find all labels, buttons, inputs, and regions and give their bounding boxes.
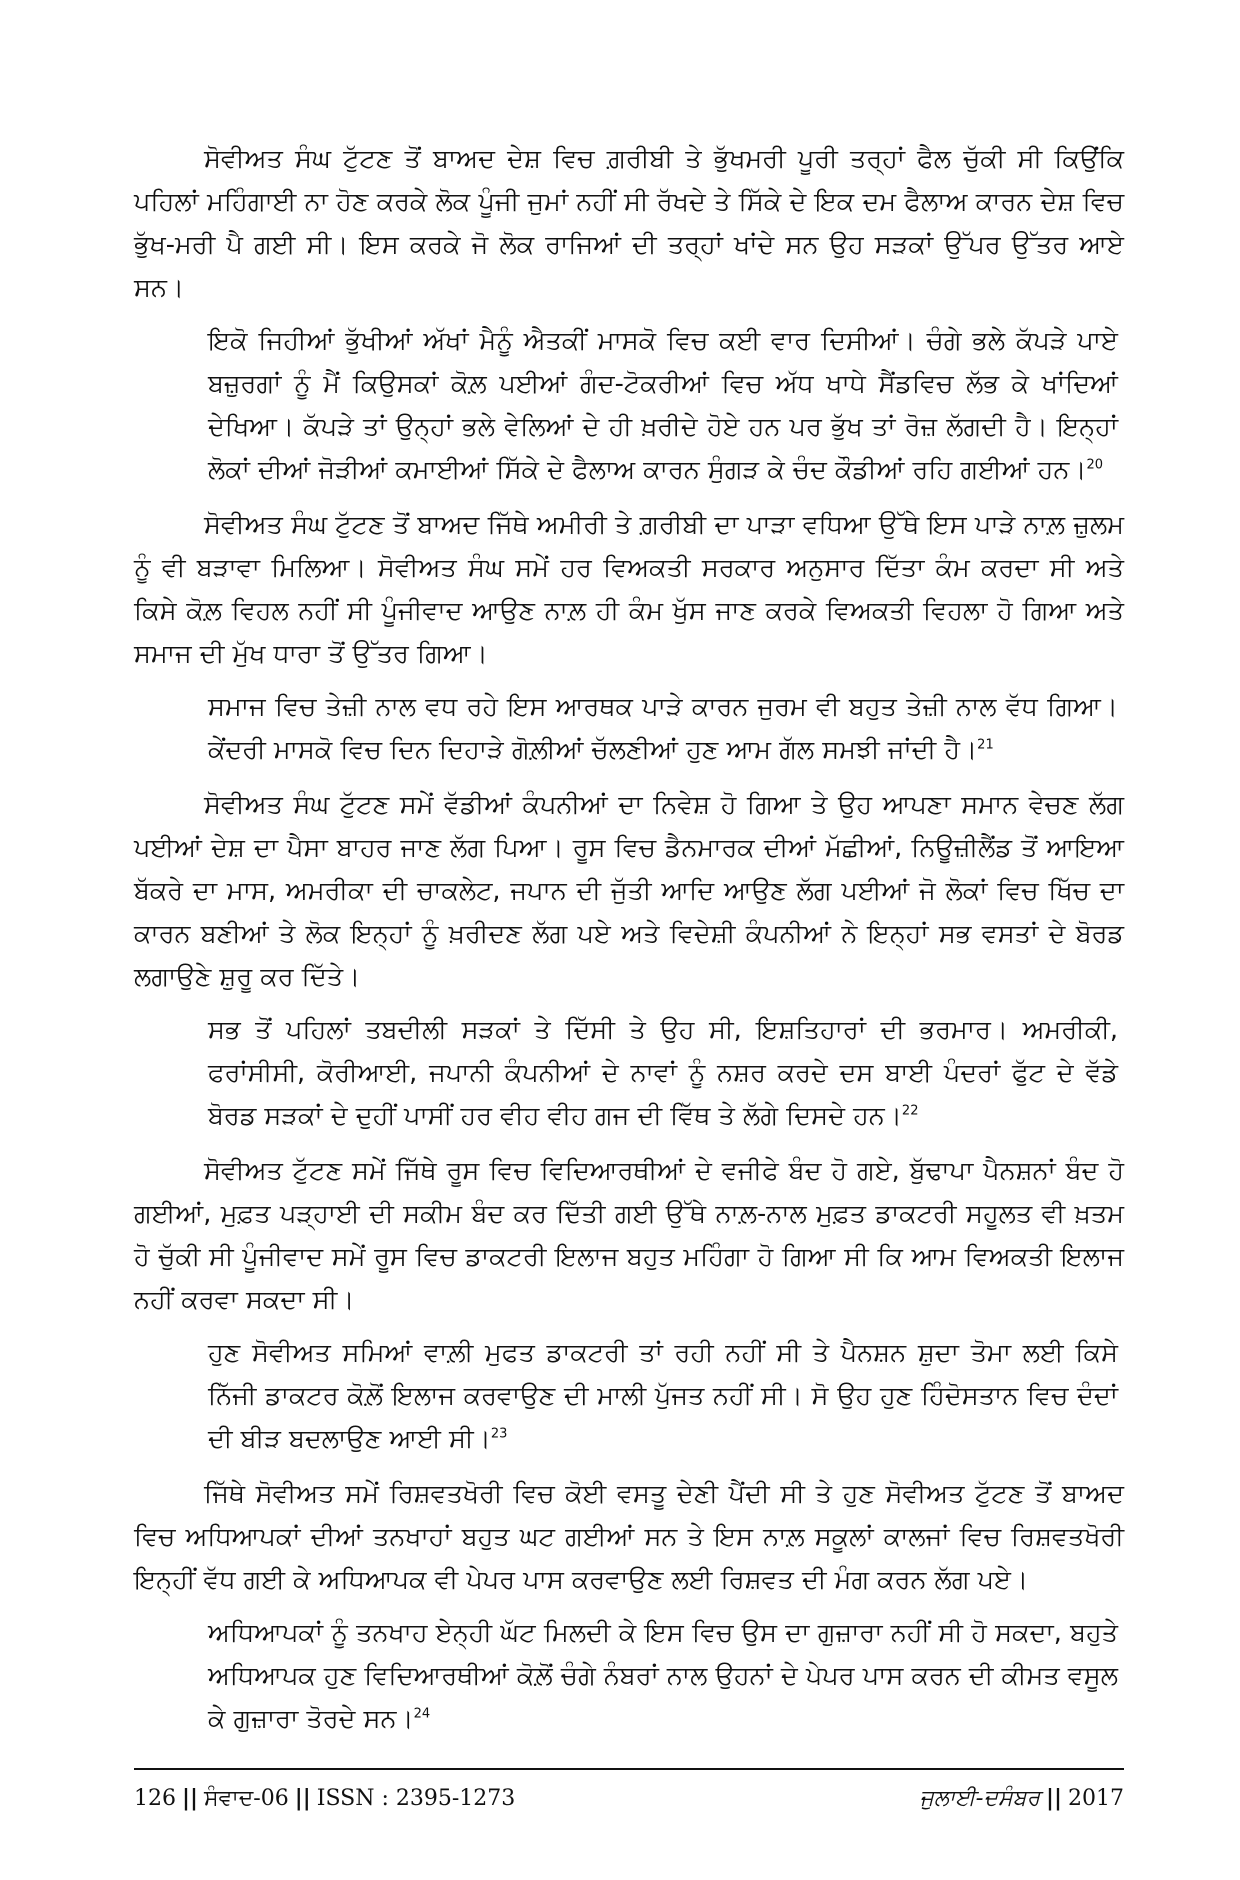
block-quote-3 [208,1009,1124,1138]
block-quote-5-text: ਅਧਿਆਪਕਾਂ ਨੂੰ ਤਨਖਾਹ ਏਨ੍ਹੀ ਘੱਟ ਮਿਲਦੀ ਕੇ ਇਸ ਵਿਚ ਉਸ ਦਾ ਗੁਜ਼ਾਰਾ ਨਹੀਂ ਸੀ ਹੋ ਸਕਦਾ, ਬਹੁਤੇ ਅਧਿਆਪਕ ਹੁਣ ਵਿਦਿਆਰਥੀਆਂ ਕੋਲ਼ੋਂ ਚੰਗੇ ਨੰਬਰਾਂ ਨਾਲ ਉਹਨਾਂ ਦੇ ਪੇਪਰ ਪਾਸ ਕਰਨ ਦੀ ਕੀਮਤ ਵਸੂਲ ਕੇ ਗੁਜ਼ਾਰਾ ਤੋਰਦੇ ਸਨ। [208,1618,1118,1734]
footer-separator: || [294,1785,311,1811]
block-quote-4-text: ਹੁਣ ਸੋਵੀਅਤ ਸਮਿਆਂ ਵਾਲ਼ੀ ਮੁਫਤ ਡਾਕਟਰੀ ਤਾਂ ਰਹੀ ਨਹੀਂ ਸੀ ਤੇ ਪੈਨਸ਼ਨ ਸ਼ੁਦਾ ਤੋਮਾ ਲਈ ਕਿਸੇ ਨਿੱਜੀ ਡਾਕਟਰ ਕੋਲ਼ੋਂ ਇਲਾਜ ਕਰਵਾਉਣ ਦੀ ਮਾਲੀ ਪੁੱਜਤ ਨਹੀਂ ਸੀ। ਸੋ ਉਹ ਹੁਣ ਹਿੰਦੋਸਤਾਨ ਵਿਚ ਦੰਦਾਂ ਦੀ ਬੀੜ ਬਦਲਾਉਣ ਆਈ ਸੀ। [208,1338,1118,1454]
page-number: 126 [134,1786,176,1811]
footnote-ref-22: 22 [901,1103,919,1119]
footnote-ref-23: 23 [490,1426,508,1442]
page-footer [134,1778,1124,1818]
issue-period: ਜੁਲਾਈ-ਦਸੰਬਰ [919,1786,1040,1811]
footnote-ref-24: 24 [413,1706,431,1722]
paragraph-1: ਸੋਵੀਅਤ ਸੰਘ ਟੁੱਟਣ ਤੋਂ ਬਾਅਦ ਦੇਸ਼ ਵਿਚ ਗ਼ਰੀਬੀ ਤੇ ਭੁੱਖਮਰੀ ਪੂਰੀ ਤਰ੍ਹਾਂ ਫੈਲ ਚੁੱਕੀ ਸੀ ਕਿਉਂਕਿ ਪਹਿਲਾਂ ਮਹਿੰਗਾਈ ਨਾ ਹੋਣ ਕਰਕੇ ਲੋਕ ਪੂੰਜੀ ਜੁਮਾਂ ਨਹੀਂ ਸੀ ਰੱਖਦੇ ਤੇ ਸਿੱਕੇ ਦੇ ਇਕ ਦਮ ਫੈਲਾਅ ਕਾਰਨ ਦੇਸ਼ ਵਿਚ ਭੁੱਖ-ਮਰੀ ਪੈ ਗਈ ਸੀ। ਇਸ ਕਰਕੇ ਜੋ ਲੋਕ ਰਾਜਿਆਂ ਦੀ ਤਰ੍ਹਾਂ ਖਾਂਦੇ ਸਨ ਉਹ ਸੜਕਾਂ ਉੱਪਰ ਉੱਤਰ ਆਏ ਸਨ। [134,144,1124,303]
article-body [134,138,1124,1753]
block-quote-4 [208,1332,1124,1461]
footnote-ref-20: 20 [1086,457,1104,473]
block-quote-1 [208,320,1124,492]
footer-separator: || [1045,1785,1062,1811]
block-quote-2 [208,686,1124,772]
paragraph-4: ਸੋਵੀਅਤ ਟੁੱਟਣ ਸਮੇਂ ਜਿੱਥੇ ਰੂਸ ਵਿਚ ਵਿਦਿਆਰਥੀਆਂ ਦੇ ਵਜੀਫੇ ਬੰਦ ਹੋ ਗਏ, ਬੁੱਢਾਪਾ ਪੈਨਸ਼ਨਾਂ ਬੰਦ ਹੋ ਗਈਆਂ, ਮੁਫ਼ਤ ਪੜ੍ਹਾਈ ਦੀ ਸਕੀਮ ਬੰਦ ਕਰ ਦਿੱਤੀ ਗਈ ਉੱਥੇ ਨਾਲ਼-ਨਾਲ ਮੁਫ਼ਤ ਡਾਕਟਰੀ ਸਹੂਲਤ ਵੀ ਖ਼ਤਮ ਹੋ ਚੁੱਕੀ ਸੀ ਪੂੰਜੀਵਾਦ ਸਮੇਂ ਰੂਸ ਵਿਚ ਡਾਕਟਰੀ ਇਲਾਜ ਬਹੁਤ ਮਹਿੰਗਾ ਹੋ ਗਿਆ ਸੀ ਕਿ ਆਮ ਵਿਅਕਤੀ ਇਲਾਜ ਨਹੀਂ ਕਰਵਾ ਸਕਦਾ ਸੀ। [134,1156,1124,1315]
paragraph-2: ਸੋਵੀਅਤ ਸੰਘ ਟੁੱਟਣ ਤੋਂ ਬਾਅਦ ਜਿੱਥੇ ਅਮੀਰੀ ਤੇ ਗ਼ਰੀਬੀ ਦਾ ਪਾੜਾ ਵਧਿਆ ਉੱਥੇ ਇਸ ਪਾੜੇ ਨਾਲ਼ ਜ਼ੁਲਮ ਨੂੰ ਵੀ ਬੜਾਵਾ ਮਿਲਿਆ। ਸੋਵੀਅਤ ਸੰਘ ਸਮੇਂ ਹਰ ਵਿਅਕਤੀ ਸਰਕਾਰ ਅਨੁਸਾਰ ਦਿੱਤਾ ਕੰਮ ਕਰਦਾ ਸੀ ਅਤੇ ਕਿਸੇ ਕੋਲ਼ ਵਿਹਲ ਨਹੀਂ ਸੀ ਪੂੰਜੀਵਾਦ ਆਉਣ ਨਾਲ਼ ਹੀ ਕੰਮ ਖੁੱਸ ਜਾਣ ਕਰਕੇ ਵਿਅਕਤੀ ਵਿਹਲਾ ਹੋ ਗਿਆ ਅਤੇ ਸਮਾਜ ਦੀ ਮੁੱਖ ਧਾਰਾ ਤੋਂ ਉੱਤਰ ਗਿਆ। [134,510,1124,669]
footer-separator: || [182,1785,199,1811]
block-quote-3-text: ਸਭ ਤੋਂ ਪਹਿਲਾਂ ਤਬਦੀਲੀ ਸੜਕਾਂ ਤੇ ਦਿੱਸੀ ਤੇ ਉਹ ਸੀ, ਇਸ਼ਤਿਹਾਰਾਂ ਦੀ ਭਰਮਾਰ। ਅਮਰੀਕੀ, ਫਰਾਂਸੀਸੀ, ਕੋਰੀਆਈ, ਜਪਾਨੀ ਕੰਪਨੀਆਂ ਦੇ ਨਾਵਾਂ ਨੂੰ ਨਸ਼ਰ ਕਰਦੇ ਦਸ ਬਾਈ ਪੰਦਰਾਂ ਫੁੱਟ ਦੇ ਵੱਡੇ ਬੋਰਡ ਸੜਕਾਂ ਦੇ ਦੁਹੀਂ ਪਾਸੀਂ ਹਰ ਵੀਹ ਵੀਹ ਗਜ ਦੀ ਵਿੱਥ ਤੇ ਲੱਗੇ ਦਿਸਦੇ ਹਨ। [208,1015,1118,1131]
block-quote-5 [208,1612,1124,1741]
block-quote-2-text: ਸਮਾਜ ਵਿਚ ਤੇਜ਼ੀ ਨਾਲ ਵਧ ਰਹੇ ਇਸ ਆਰਥਕ ਪਾੜੇ ਕਾਰਨ ਜੁਰਮ ਵੀ ਬਹੁਤ ਤੇਜ਼ੀ ਨਾਲ ਵੱਧ ਗਿਆ। ਕੇਂਦਰੀ ਮਾਸਕੋ ਵਿਚ ਦਿਨ ਦਿਹਾੜੇ ਗੋਲ਼ੀਆਂ ਚੱਲਣੀਆਂ ਹੁਣ ਆਮ ਗੱਲ ਸਮਝੀ ਜਾਂਦੀ ਹੈ। [208,692,1118,765]
footnote-ref-21: 21 [977,737,994,753]
paragraph-3: ਸੋਵੀਅਤ ਸੰਘ ਟੁੱਟਣ ਸਮੇਂ ਵੱਡੀਆਂ ਕੰਪਨੀਆਂ ਦਾ ਨਿਵੇਸ਼ ਹੋ ਗਿਆ ਤੇ ਉਹ ਆਪਣਾ ਸਮਾਨ ਵੇਚਣ ਲੱਗ ਪਈਆਂ ਦੇਸ਼ ਦਾ ਪੈਸਾ ਬਾਹਰ ਜਾਣ ਲੱਗ ਪਿਆ। ਰੂਸ ਵਿਚ ਡੈਨਮਾਰਕ ਦੀਆਂ ਮੱਛੀਆਂ, ਨਿਊਜ਼ੀਲੈਂਡ ਤੋਂ ਆਇਆ ਬੱਕਰੇ ਦਾ ਮਾਸ, ਅਮਰੀਕਾ ਦੀ ਚਾਕਲੇਟ, ਜਪਾਨ ਦੀ ਜੁੱਤੀ ਆਦਿ ਆਉਣ ਲੱਗ ਪਈਆਂ ਜੋ ਲੋਕਾਂ ਵਿਚ ਖਿੱਚ ਦਾ ਕਾਰਨ ਬਣੀਆਂ ਤੇ ਲੋਕ ਇਨ੍ਹਾਂ ਨੂੰ ਖ਼ਰੀਦਣ ਲੱਗ ਪਏ ਅਤੇ ਵਿਦੇਸ਼ੀ ਕੰਪਨੀਆਂ ਨੇ ਇਨ੍ਹਾਂ ਸਭ ਵਸਤਾਂ ਦੇ ਬੋਰਡ ਲਗਾਉਣੇ ਸ਼ੁਰੂ ਕਰ ਦਿੱਤੇ। [134,790,1124,992]
block-quote-1-text: ਇਕੋ ਜਿਹੀਆਂ ਭੁੱਖੀਆਂ ਅੱਖਾਂ ਮੈਨੂੰ ਐਤਕੀਂ ਮਾਸਕੋ ਵਿਚ ਕਈ ਵਾਰ ਦਿਸੀਆਂ। ਚੰਗੇ ਭਲੇ ਕੱਪੜੇ ਪਾਏ ਬਜ਼ੁਰਗਾਂ ਨੂੰ ਮੈਂ ਕਿਉਸਕਾਂ ਕੋਲ਼ ਪਈਆਂ ਗੰਦ-ਟੋਕਰੀਆਂ ਵਿਚ ਅੱਧ ਖਾਧੇ ਸੈਂਡਵਿਚ ਲੱਭ ਕੇ ਖਾਂਦਿਆਂ ਦੇਖਿਆ। ਕੱਪੜੇ ਤਾਂ ਉਨ੍ਹਾਂ ਭਲੇ ਵੇਲਿਆਂ ਦੇ ਹੀ ਖ਼ਰੀਦੇ ਹੋਏ ਹਨ ਪਰ ਭੁੱਖ ਤਾਂ ਰੋਜ਼ ਲੱਗਦੀ ਹੈ। ਇਨ੍ਹਾਂ ਲੋਕਾਂ ਦੀਆਂ ਜੋੜੀਆਂ ਕਮਾਈਆਂ ਸਿੱਕੇ ਦੇ ਫੈਲਾਅ ਕਾਰਨ ਸੁੰਗੜ ਕੇ ਚੰਦ ਕੌਡੀਆਂ ਰਹਿ ਗਈਆਂ ਹਨ। [208,326,1118,485]
issue-year: 2017 [1068,1786,1124,1811]
issn-number: ISSN : 2395-1273 [316,1786,516,1811]
footer-rule [134,1768,1124,1770]
footer-left [134,1778,515,1819]
journal-issue: ਸੰਵਾਦ-06 [204,1786,289,1811]
paragraph-5: ਜਿੱਥੇ ਸੋਵੀਅਤ ਸਮੇਂ ਰਿਸ਼ਵਤਖੋਰੀ ਵਿਚ ਕੋਈ ਵਸਤੂ ਦੇਣੀ ਪੈਂਦੀ ਸੀ ਤੇ ਹੁਣ ਸੋਵੀਅਤ ਟੁੱਟਣ ਤੋਂ ਬਾਅਦ ਵਿਚ ਅਧਿਆਪਕਾਂ ਦੀਆਂ ਤਨਖਾਹਾਂ ਬਹੁਤ ਘਟ ਗਈਆਂ ਸਨ ਤੇ ਇਸ ਨਾਲ਼ ਸਕੂਲਾਂ ਕਾਲਜਾਂ ਵਿਚ ਰਿਸ਼ਵਤਖੋਰੀ ਇਨ੍ਹੀਂ ਵੱਧ ਗਈ ਕੇ ਅਧਿਆਪਕ ਵੀ ਪੇਪਰ ਪਾਸ ਕਰਵਾਉਣ ਲਈ ਰਿਸ਼ਵਤ ਦੀ ਮੰਗ ਕਰਨ ਲੱਗ ਪਏ। [134,1479,1124,1595]
footer-right [920,1778,1125,1819]
